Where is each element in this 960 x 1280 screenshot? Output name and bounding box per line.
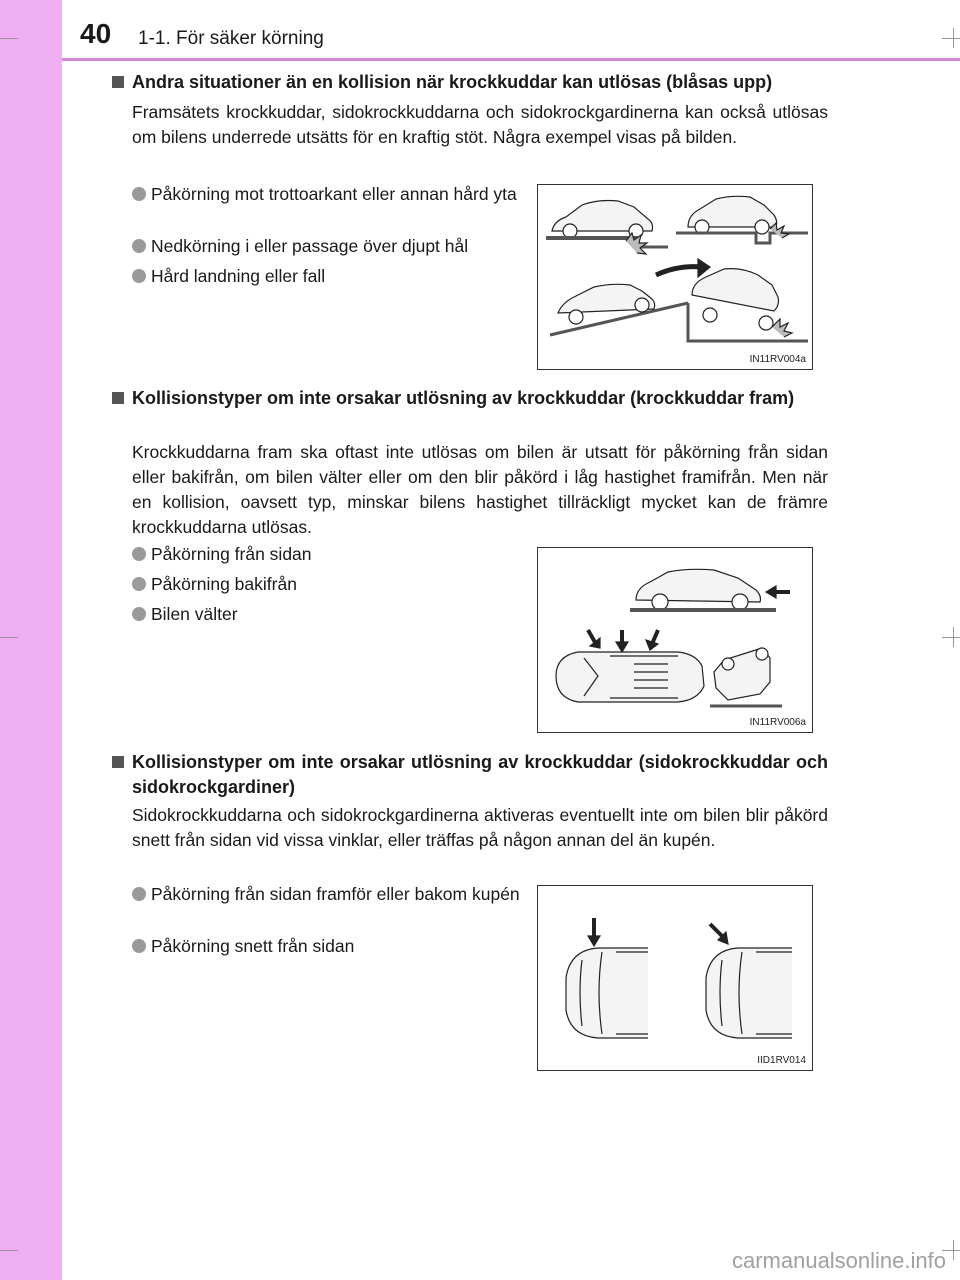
figure-underbody-impacts bbox=[537, 184, 813, 370]
bullet-item: Bilen välter bbox=[132, 602, 520, 626]
non-deploy-illustration bbox=[538, 548, 812, 732]
section-heading: Andra situationer än en kollision när krockkuddar kan utlösas (blåsas upp) bbox=[112, 70, 828, 95]
crop-mark bbox=[0, 38, 18, 39]
bullet-icon bbox=[132, 887, 146, 901]
crop-mark bbox=[953, 28, 954, 48]
bullet-icon bbox=[132, 239, 146, 253]
header-rule bbox=[62, 58, 960, 61]
section-text: Sidokrockkuddarna och sidokrockgardinerna aktiveras eventuellt inte om bilen blir påkörd snett från sidan vid vissa vinklar, eller träffas på någon annan del än kupén. bbox=[132, 805, 828, 850]
bullet-icon bbox=[132, 547, 146, 561]
section-heading: Kollisionstyper om inte orsakar utlösning av krockkuddar (krockkuddar fram) bbox=[112, 386, 828, 411]
page-number: 40 bbox=[80, 18, 112, 49]
figure-code: IN11RV004a bbox=[749, 354, 806, 365]
bullet-item: Hård landning eller fall bbox=[132, 264, 520, 288]
figure-code: IN11RV006a bbox=[749, 717, 806, 728]
bullet-item: Påkörning från sidan bbox=[132, 542, 520, 566]
crop-mark bbox=[942, 637, 960, 638]
crop-mark bbox=[953, 1240, 954, 1260]
crop-mark bbox=[942, 38, 960, 39]
figure-code: IID1RV014 bbox=[757, 1055, 806, 1066]
crop-mark bbox=[0, 1250, 18, 1251]
bullet-icon bbox=[132, 269, 146, 283]
bullet-item: Nedkörning i eller passage över djupt hål bbox=[132, 234, 520, 258]
bullet-item: Påkörning bakifrån bbox=[132, 572, 520, 596]
side-impact-illustration bbox=[538, 886, 812, 1070]
section-heading: Kollisionstyper om inte orsakar utlösning av krockkuddar (sidokrockkuddar och sidokrockgardiner) bbox=[112, 750, 828, 800]
square-bullet-icon bbox=[112, 76, 124, 88]
figure-side-no-deploy bbox=[537, 885, 813, 1071]
figure-frontal-no-deploy bbox=[537, 547, 813, 733]
bullet-item: Påkörning från sidan framför eller bakom kupén bbox=[132, 882, 520, 906]
section-text: Krockkuddarna fram ska oftast inte utlösas om bilen är utsatt för påkörning från sidan eller bakifrån, om bilen välter eller om den blir påkörd i låg hastighet framifrån. Men när en kollision, oavsett typ, minskar bilens hastighet tillräckligt mycket kan de främre krockkuddarna utlösas. bbox=[132, 442, 828, 537]
crop-mark bbox=[953, 627, 954, 647]
footer-watermark: carmanualsonline.info bbox=[731, 1248, 946, 1273]
bullet-icon bbox=[132, 187, 146, 201]
square-bullet-icon bbox=[112, 392, 124, 404]
square-bullet-icon bbox=[112, 756, 124, 768]
bullet-item: Påkörning snett från sidan bbox=[132, 934, 520, 958]
chapter-title: 1-1. För säker körning bbox=[138, 28, 324, 49]
crop-mark bbox=[0, 637, 18, 638]
underbody-impact-illustration bbox=[538, 185, 812, 369]
section-text: Framsätets krockkuddar, sidokrockkuddarna och sidokrockgardinerna kan också utlösas om bilens underrede utsätts för en kraftig stöt. Några exempel visas på bilden. bbox=[132, 102, 828, 147]
side-band bbox=[0, 0, 62, 1280]
bullet-icon bbox=[132, 577, 146, 591]
bullet-icon bbox=[132, 607, 146, 621]
bullet-icon bbox=[132, 939, 146, 953]
bullet-item: Påkörning mot trottoarkant eller annan hård yta bbox=[132, 182, 520, 206]
